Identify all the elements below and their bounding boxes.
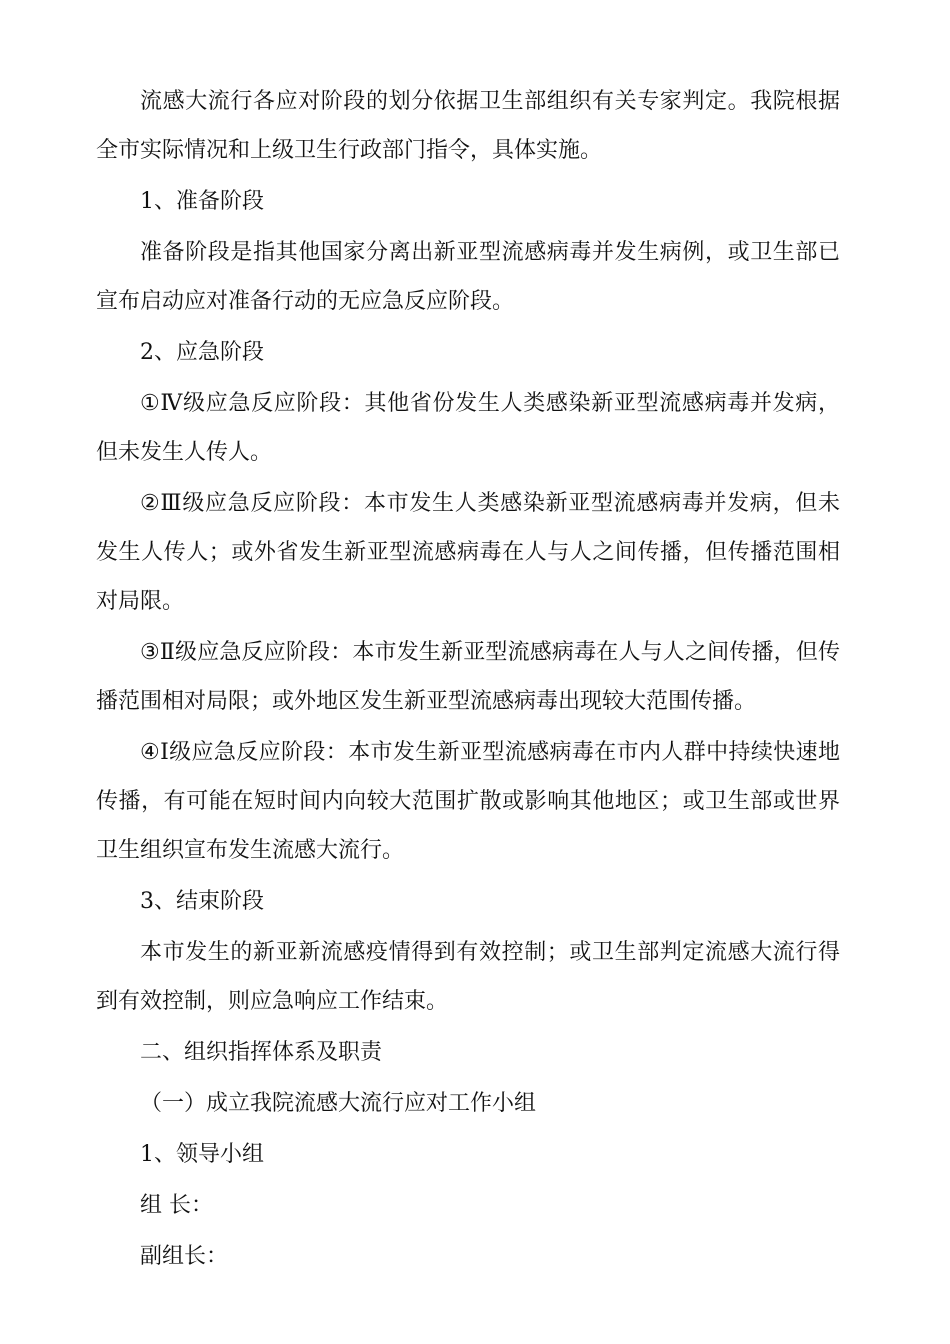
heading-end-stage: 3、结束阶段 xyxy=(140,889,264,914)
field-deputy-group-leader: 副组长： xyxy=(140,1244,229,1269)
paragraph-end-stage: 本市发生的新亚新流感疫情得到有效控制；或卫生部判定流感大流行得到有效控制，则应急响应工作结束。 xyxy=(96,940,840,1014)
document-body xyxy=(96,77,840,1283)
heading-preparation-stage: 1、准备阶段 xyxy=(140,189,264,214)
heading-working-group: （一）成立我院流感大流行应对工作小组 xyxy=(140,1091,537,1116)
paragraph-level-1-response: ④Ⅰ级应急反应阶段：本市发生新亚型流感病毒在市内人群中持续快速地传播，有可能在短时间内向较大范围扩散或影响其他地区；或卫生部或世界卫生组织宣布发生流感大流行。 xyxy=(96,740,840,863)
heading-leadership-group: 1、领导小组 xyxy=(140,1142,264,1167)
paragraph-stage-division: 流感大流行各应对阶段的划分依据卫生部组织有关专家判定。我院根据全市实际情况和上级卫生行政部门指令，具体实施。 xyxy=(96,89,840,163)
heading-emergency-stage: 2、应急阶段 xyxy=(140,340,264,365)
paragraph-level-4-response: ①Ⅳ级应急反应阶段：其他省份发生人类感染新亚型流感病毒并发病，但未发生人传人。 xyxy=(96,391,840,465)
paragraph-level-2-response: ③Ⅱ级应急反应阶段：本市发生新亚型流感病毒在人与人之间传播，但传播范围相对局限；或外地区发生新亚型流感病毒出现较大范围传播。 xyxy=(96,640,840,714)
paragraph-level-3-response: ②Ⅲ级应急反应阶段：本市发生人类感染新亚型流感病毒并发病，但未发生人传人；或外省发生新亚型流感病毒在人与人之间传播，但传播范围相对局限。 xyxy=(96,491,840,614)
field-group-leader: 组 长： xyxy=(140,1193,213,1218)
heading-organization-system: 二、组织指挥体系及职责 xyxy=(140,1040,383,1065)
paragraph-preparation-stage: 准备阶段是指其他国家分离出新亚型流感病毒并发生病例，或卫生部已宣布启动应对准备行动的无应急反应阶段。 xyxy=(96,240,840,314)
